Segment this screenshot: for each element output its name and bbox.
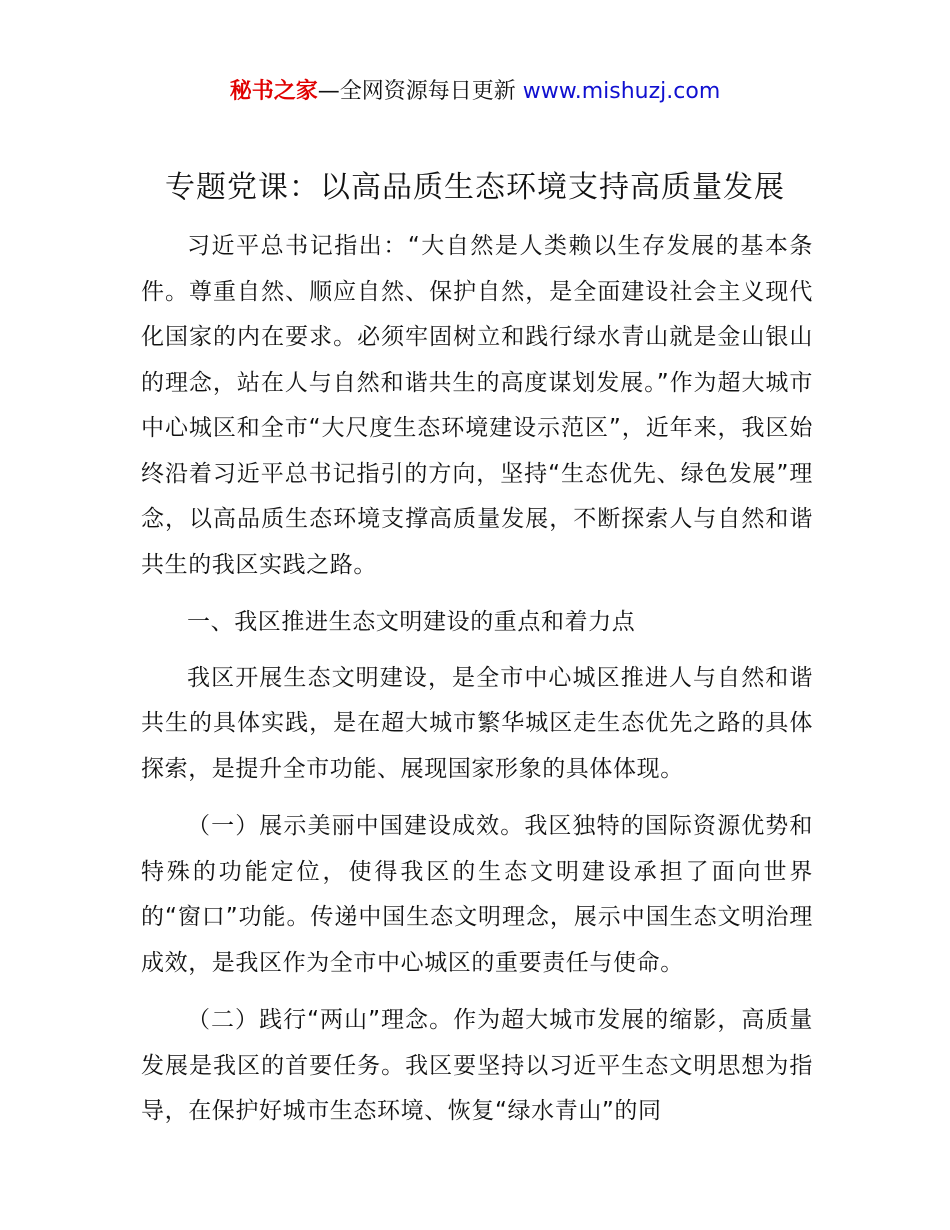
site-url-link[interactable]: www.mishuzj.com xyxy=(522,79,721,104)
site-header xyxy=(0,76,950,108)
paragraph-subsection-1: （一）展示美丽中国建设成效。我区独特的国际资源优势和特殊的功能定位，使得我区的生态文明建设承担了面向世界的“窗口”功能。传递中国生态文明理念，展示中国生态文明治理成效，是我区作为全市中心城区的重要责任与使命。 xyxy=(141,813,813,976)
document-body xyxy=(141,224,813,1147)
paragraph-section-1: 我区开展生态文明建设，是全市中心城区推进人与自然和谐共生的具体实践，是在超大城市繁华城区走生态优先之路的具体探索，是提升全市功能、展现国家形象的具体体现。 xyxy=(141,664,813,782)
document-title: 专题党课：以高品质生态环境支持高质量发展 xyxy=(165,170,785,205)
section-heading-1: 一、我区推进生态文明建设的重点和着力点 xyxy=(187,609,636,635)
site-brand: 秘书之家 xyxy=(229,79,318,104)
paragraph-intro: 习近平总书记指出：“大自然是人类赖以生存发展的基本条件。尊重自然、顺应自然、保护自然，是全面建设社会主义现代化国家的内在要求。必须牢固树立和践行绿水青山就是金山银山的理念，站在人与自然和谐共生的高度谋划发展。”作为超大城市中心城区和全市“大尺度生态环境建设示范区”，近年来，我区始终沿着习近平总书记指引的方向，坚持“生态优先、绿色发展”理念，以高品质生态环境支撑高质量发展，不断探索人与自然和谐共生的我区实践之路。 xyxy=(141,233,813,578)
paragraph-subsection-2: （二）践行“两山”理念。作为超大城市发展的缩影，高质量发展是我区的首要任务。我区要坚持以习近平生态文明思想为指导，在保护好城市生态环境、恢复“绿水青山”的同 xyxy=(141,1007,813,1124)
site-tagline: —全网资源每日更新 xyxy=(317,79,523,104)
